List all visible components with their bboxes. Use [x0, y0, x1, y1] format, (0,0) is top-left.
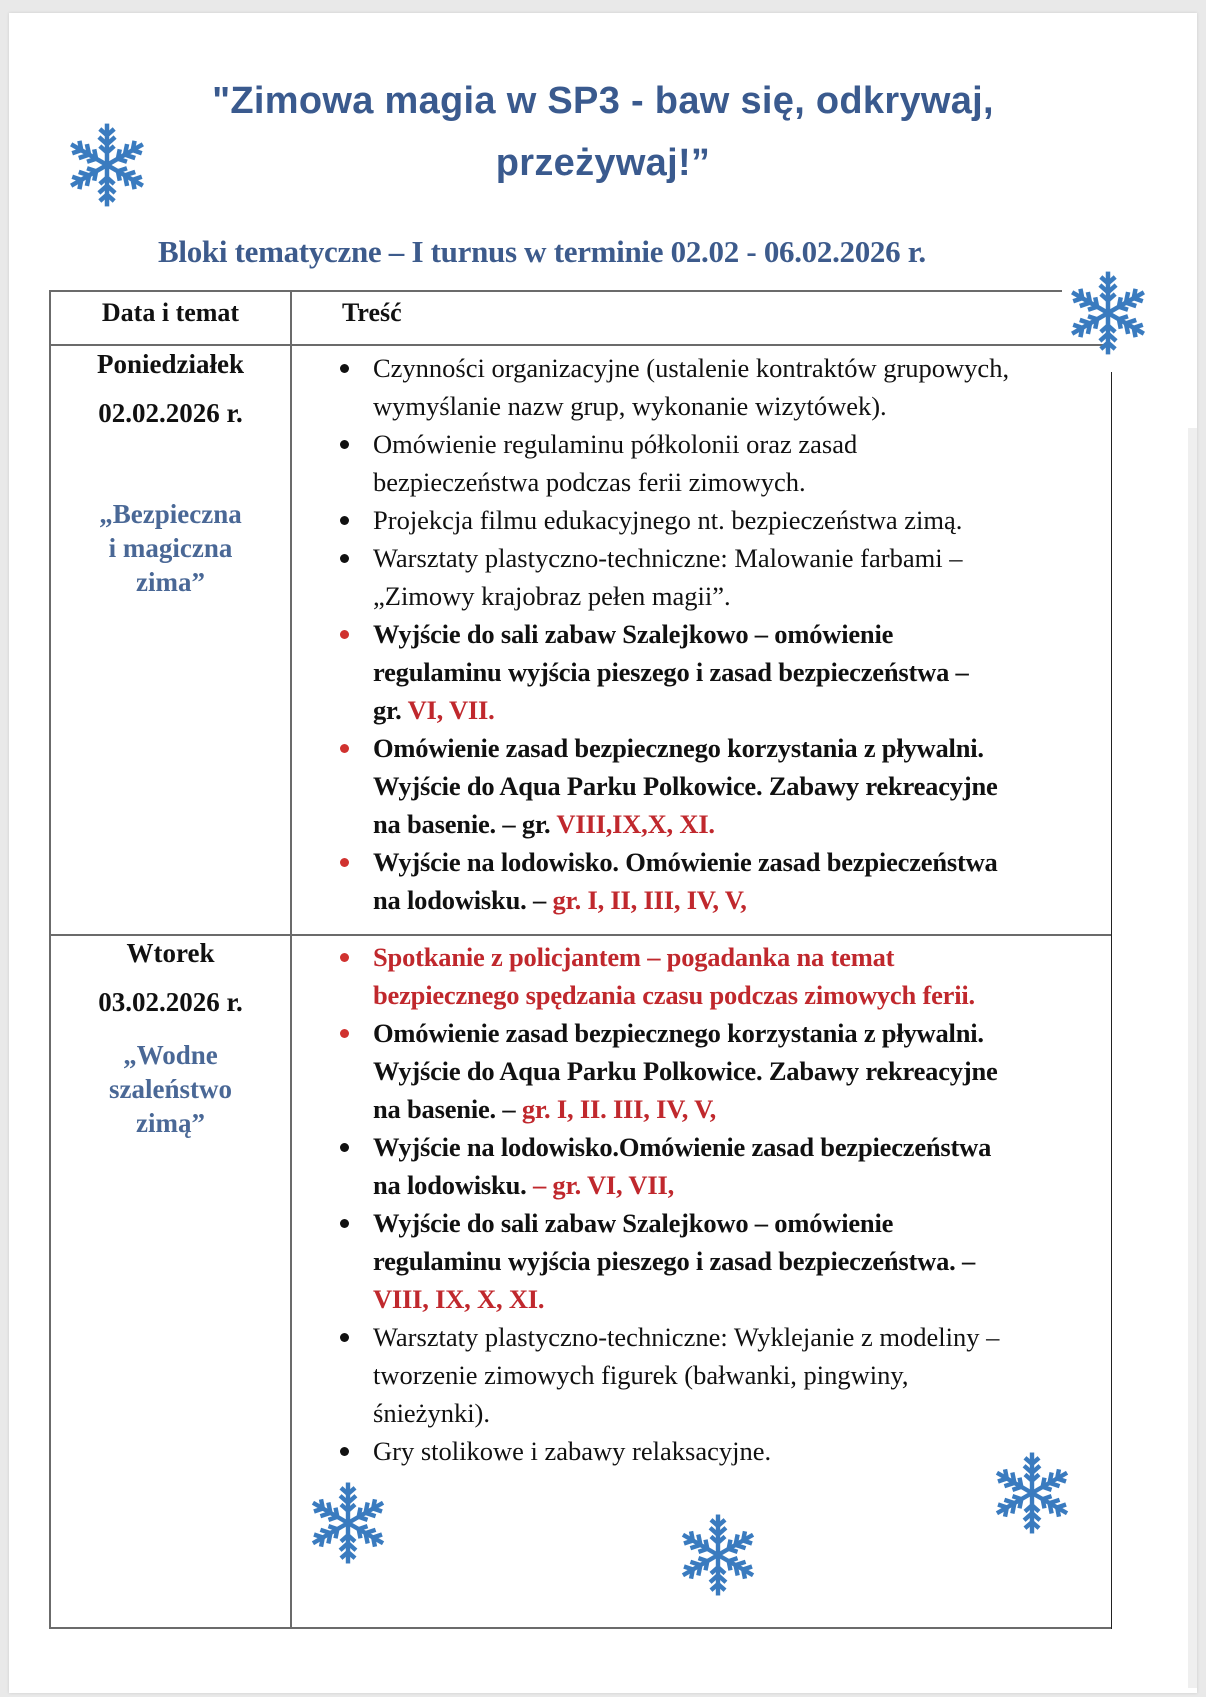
bullet-icon [340, 1333, 349, 1342]
list-item [342, 425, 1112, 501]
table-top-border [50, 290, 1062, 292]
text-segment: Omówienie zasad bezpiecznego korzystania z pływalni. [373, 733, 984, 763]
highlight-text: bezpiecznego spędzania czasu podczas zimowych ferii. [373, 980, 975, 1010]
list-item-line [373, 653, 1112, 691]
highlight-text: gr. I, II. III, IV, V, [521, 1094, 717, 1124]
table-bottom-border [50, 1627, 1112, 1629]
list-item-line [373, 349, 1112, 387]
text-segment: na lodowisku. [373, 1170, 533, 1200]
text-segment: bezpieczeństwa podczas ferii zimowych. [373, 467, 806, 497]
list-item [342, 729, 1112, 843]
theme-line: szaleństwo [109, 1074, 232, 1104]
text-segment: „Zimowy krajobraz pełen magii”. [373, 581, 731, 611]
theme-line: „Bezpieczna [99, 499, 242, 529]
text-segment: na lodowisku. – [373, 885, 553, 915]
list-item-line [373, 1052, 1112, 1090]
list-item-line [373, 1356, 1112, 1394]
text-segment: tworzenie zimowych figurek (bałwanki, pingwiny, [373, 1360, 909, 1390]
list-item-line [373, 976, 1112, 1014]
theme-line: „Wodne [123, 1040, 218, 1070]
theme-line: i magiczna [108, 533, 233, 563]
bullet-icon [340, 364, 349, 373]
list-item-line [373, 1128, 1112, 1166]
document-title-line-1: "Zimowa magia w SP3 - baw się, odkrywaj, [212, 80, 994, 122]
list-item [342, 501, 1112, 539]
list-item-line [373, 1166, 1112, 1204]
list-item [342, 843, 1112, 919]
list-item [342, 539, 1112, 615]
list-item-line [373, 881, 1112, 919]
row-divider [50, 934, 1112, 936]
text-segment: Warsztaty plastyczno-techniczne: Wyklejanie z modeliny – [373, 1322, 1000, 1352]
scrollbar-track[interactable] [1188, 428, 1197, 1688]
list-item-line [373, 1318, 1112, 1356]
list-item-line [373, 1242, 1112, 1280]
text-segment: Wyjście do Aqua Parku Polkowice. Zabawy rekreacyjne [373, 771, 998, 801]
bullet-icon [340, 1447, 349, 1456]
text-segment: regulaminu wyjścia pieszego i zasad bezpieczeństwa – [373, 657, 969, 687]
list-item [342, 1014, 1112, 1128]
list-item [342, 349, 1112, 425]
list-item-line [373, 463, 1112, 501]
snowflake-icon [988, 1449, 1076, 1537]
text-segment: regulaminu wyjścia pieszego i zasad bezpieczeństwa. – [373, 1246, 976, 1276]
content-cell-monday [342, 349, 1112, 919]
bullet-icon [340, 516, 349, 525]
snowflake-icon [62, 120, 152, 210]
bullet-icon [340, 1143, 349, 1152]
header-bottom-border [50, 344, 1112, 346]
text-segment: Gry stolikowe i zabawy relaksacyjne. [373, 1436, 772, 1466]
list-item [342, 1128, 1112, 1204]
list-item-line [373, 767, 1112, 805]
text-segment: Omówienie regulaminu półkolonii oraz zasad [373, 429, 858, 459]
list-item-line [373, 615, 1112, 653]
text-segment: na basenie. – gr. [373, 809, 557, 839]
day-name: Poniedziałek [97, 349, 244, 379]
list-item-line [373, 1394, 1112, 1432]
snowflake-icon [304, 1479, 392, 1567]
highlight-text: gr. I, II, III, IV, V, [552, 885, 747, 915]
text-segment: Warsztaty plastyczno-techniczne: Malowanie farbami – [373, 543, 963, 573]
text-segment: Wyjście na lodowisko. Omówienie zasad bezpieczeństwa [373, 847, 998, 877]
list-item-line [373, 1090, 1112, 1128]
text-segment: śnieżynki). [373, 1398, 491, 1428]
text-segment: Czynności organizacyjne (ustalenie kontraktów grupowych, [373, 353, 1010, 383]
list-item-line [373, 1204, 1112, 1242]
highlight-text: VI, VII. [407, 695, 495, 725]
day-date: 03.02.2026 r. [98, 987, 243, 1017]
list-item-line [373, 938, 1112, 976]
bullet-icon [340, 858, 349, 867]
text-segment: na basenie. – [373, 1094, 522, 1124]
bullet-icon [340, 1029, 349, 1038]
bullet-icon [340, 630, 349, 639]
text-segment: Wyjście do sali zabaw Szalejkowo – omówienie [373, 619, 894, 649]
text-segment: Omówienie zasad bezpiecznego korzystania z pływalni. [373, 1018, 984, 1048]
bullet-icon [340, 1219, 349, 1228]
list-item-line [373, 1280, 1112, 1318]
highlight-text: VIII, IX, X, XI. [373, 1284, 545, 1314]
list-item-line [373, 577, 1112, 615]
document-subtitle: Bloki tematyczne – I turnus w terminie 02.02 - 06.02.2026 r. [158, 234, 926, 269]
content-cell-tuesday [342, 938, 1112, 1470]
highlight-text: Spotkanie z policjantem – pogadanka na temat [373, 942, 895, 972]
bullet-icon [340, 953, 349, 962]
day-theme [50, 1038, 291, 1140]
theme-line: zimą” [136, 1108, 205, 1138]
text-segment: Projekcja filmu edukacyjnego nt. bezpieczeństwa zimą. [373, 505, 963, 535]
list-item-line [373, 387, 1112, 425]
bullet-icon [340, 744, 349, 753]
list-item-line [373, 805, 1112, 843]
list-item-line [373, 1014, 1112, 1052]
header-date-topic: Data i temat [101, 298, 240, 327]
day-date: 02.02.2026 r. [98, 398, 243, 428]
list-item [342, 938, 1112, 1014]
snowflake-icon [1063, 268, 1153, 358]
theme-line: zima” [136, 567, 205, 597]
document-title-line-2: przeżywaj!” [495, 142, 711, 184]
text-segment: Wyjście na lodowisko.Omówienie zasad bezpieczeństwa [373, 1132, 992, 1162]
list-item [342, 615, 1112, 729]
bullet-icon [340, 440, 349, 449]
day-theme [50, 497, 291, 599]
bullet-icon [340, 554, 349, 563]
text-segment: Wyjście do sali zabaw Szalejkowo – omówienie [373, 1208, 894, 1238]
day-name: Wtorek [126, 938, 215, 968]
list-item [342, 1204, 1112, 1318]
text-segment: gr. [373, 695, 408, 725]
highlight-text: – gr. VI, VII, [532, 1170, 674, 1200]
list-item-line [373, 539, 1112, 577]
list-item-line [373, 729, 1112, 767]
highlight-text: VIII,IX,X, XI. [556, 809, 715, 839]
list-item-line [373, 843, 1112, 881]
text-segment: wymyślanie nazw grup, wykonanie wizytówek). [373, 391, 887, 421]
header-content: Treść [342, 298, 402, 327]
list-item-line [373, 501, 1112, 539]
text-segment: Wyjście do Aqua Parku Polkowice. Zabawy rekreacyjne [373, 1056, 998, 1086]
snowflake-icon [674, 1511, 762, 1599]
list-item [342, 1318, 1112, 1432]
list-item-line [373, 691, 1112, 729]
list-item-line [373, 425, 1112, 463]
